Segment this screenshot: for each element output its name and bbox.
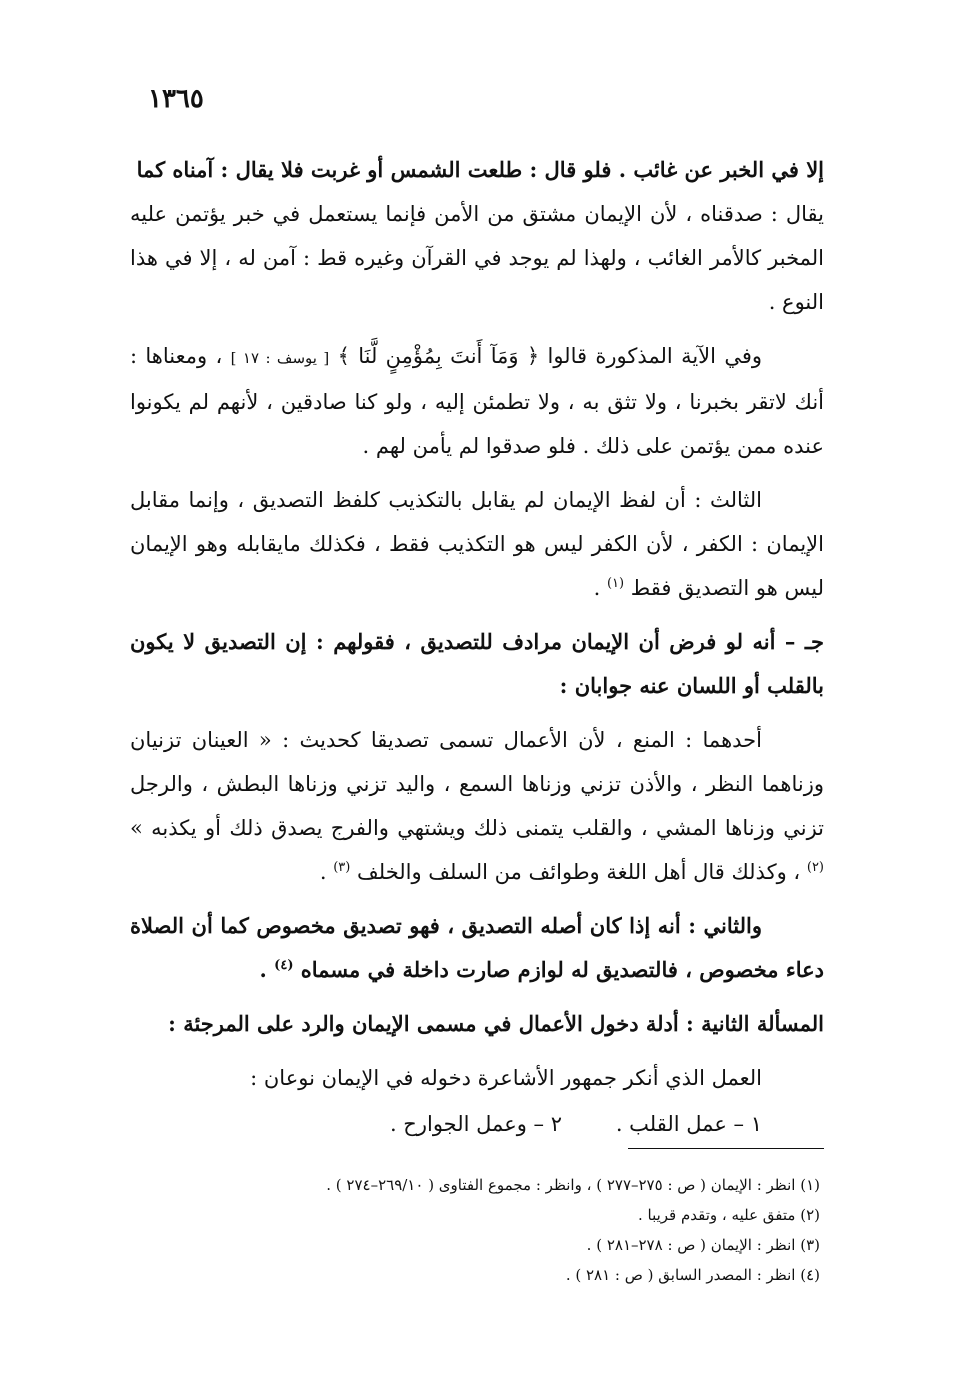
footnote-4: (٤) انظر : المصدر السابق ( ص : ٢٨١ ) . xyxy=(565,1266,820,1284)
paragraph-3-intro: وفي الآية المذكورة قالوا xyxy=(547,344,763,368)
list-items xyxy=(130,1100,824,1148)
footnote-ref-4[interactable]: (٤) xyxy=(274,958,294,973)
footnote-ref-2[interactable]: (٢) xyxy=(806,860,824,875)
list-item-1: ١ – عمل القلب . xyxy=(615,1112,762,1136)
paragraph-5: جـ – أنه لو فرض أن الإيمان مرادف للتصديق ، فقولهم : إن التصديق لا يكون بالقلب أو اللسان عنه جوابان : xyxy=(130,629,824,698)
footnotes xyxy=(130,1170,820,1290)
page-number: ١٣٦٥ xyxy=(148,84,204,114)
footnote-3: (٣) انظر : الإيمان ( ص : ٢٧٨–٢٨١ ) . xyxy=(586,1236,820,1254)
paragraph-6-end: . xyxy=(319,860,327,884)
paragraph-3 xyxy=(130,334,824,468)
paragraph-8: العمل الذي أنكر جمهور الأشاعرة دخوله في الإيمان نوعان : xyxy=(250,1066,762,1090)
paragraph-6 xyxy=(130,718,824,894)
paragraph-6-body: أحدهما : المنع ، لأن الأعمال تسمى تصديقا كحديث : « العينان تزنيان وزناهما النظر ، والأذن تزني وزناها السمع ، واليد تزني وزناها البطش ، والرجل تزني وزناها المشي ، والقلب يتمنى ذلك ويشتهي والفرج يصدق ذلك أو يكذبه » xyxy=(130,728,824,840)
footnote-1: (١) انظر : الإيمان ( ص : ٢٧٥–٢٧٧ ) ، وانظر : مجموع الفتاوى ( ٢٦٩/١٠–٢٧٤ ) . xyxy=(326,1176,820,1194)
paragraph-7-body: والثاني : أنه إذا كان أصله التصديق ، فهو تصديق مخصوص كما أن الصلاة دعاء مخصوص ، فالتصديق له لوازم صارت داخلة في مسماه xyxy=(130,913,824,982)
paragraph-4 xyxy=(130,478,824,610)
footnote-2: (٢) متفق عليه ، وتقدم قريبا . xyxy=(637,1206,820,1224)
footnote-ref-1[interactable]: (١) xyxy=(606,576,625,591)
paragraph-7-end: . xyxy=(259,957,267,982)
paragraph-2: يقال : صدقناه ، لأن الإيمان مشتق من الأمن فإنما يستعمل في خبر يؤتمن عليه المخبر كالأمر الغائب ، ولهذا لم يوجد في القرآن وغيره قط : آمن له ، إلا في هذا النوع . xyxy=(130,202,824,314)
list-item-2: ٢ – وعمل الجوارح . xyxy=(389,1112,562,1136)
main-text xyxy=(130,148,824,1148)
paragraph-6-mid: ، وكذلك قال أهل اللغة وطوائف من السلف والخلف xyxy=(357,860,801,884)
verse-reference: [ يوسف : ١٧ ] xyxy=(230,349,330,367)
paragraph-1: إلا في الخبر عن غائب . فلو قال : طلعت الشمس أو غربت فلا يقال : آمناه كما xyxy=(136,157,824,182)
footnote-ref-3[interactable]: (٣) xyxy=(333,860,351,875)
paragraph-4-end: . xyxy=(593,576,601,600)
paragraph-3-body: ، ومعناها : أنك لاتقر بخبرنا ، ولا تثق به ، ولا تطمئن إليه ، ولو كنا صادقين ، لأنهم لم يكونوا عنده ممن يؤتمن على ذلك . فلو صدقوا لم يأمن لهم . xyxy=(130,344,824,458)
paragraph-7 xyxy=(130,904,824,992)
section-heading: المسألة الثانية : أدلة دخول الأعمال في مسمى الإيمان والرد على المرجئة : xyxy=(168,1011,824,1036)
quran-verse: ﴿ وَمَآ أَنتَ بِمُؤْمِنٍ لَّنَا ﴾ xyxy=(337,344,540,368)
paragraph-4-body: الثالث : أن لفظ الإيمان لم يقابل بالتكذيب كلفظ التصديق ، وإنما مقابل الإيمان : الكفر ، لأن الكفر ليس هو التكذيب فقط ، فكذلك مايقابله وهو الإيمان ليس هو التصديق فقط xyxy=(130,488,824,600)
footnote-divider xyxy=(628,1148,824,1149)
